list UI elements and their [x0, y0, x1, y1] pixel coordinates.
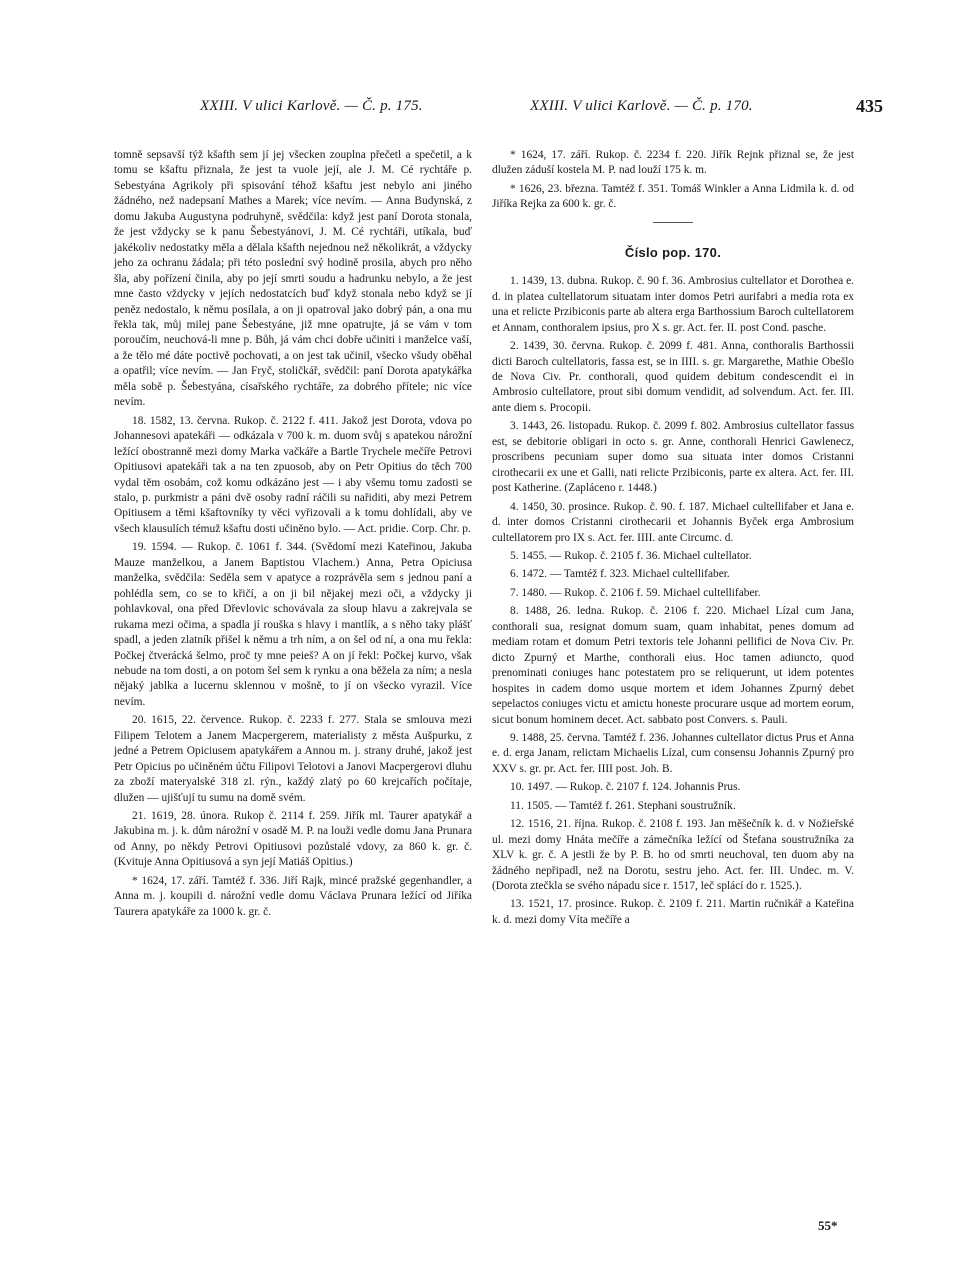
left-paragraph: 19. 1594. — Rukop. č. 1061 f. 344. (Svědomí mezi Kateřinou, Jakuba Mauze manželkou, a Janem Baptistou Vlachem.) Anna, Petra Opiciusa manželka, svědčila: Seděla sem v apatyce a rozprávěla sem s jednou paní a pohlédla sem, co se to křičí, a on ji bil nějakej mezi oči, a vždycky ji pohlavkoval, ona před Dřevlovic schovávala za sloup hlavu a zakrejvala se rukama mezi očima, a spadla jí rouška s hlavy i mantlík, a s něho taky plášť spadl, a jeden zlatník přišel k němu a trh ním, a on šel od ní, a ona mu řekla: Počkej čtverácká šelmo, proč ty mne peieš? A on jí řekl: Počkej kurvo, však nebude na tom dosti, a on potom šel sem k rynku a ona běžela za ním; a nesla nějaký jablka a lucernu sklennou v mošně, to jí on všecko vyrazil. Více nevím.: [114, 541, 472, 708]
entry-paragraph: 12. 1516, 21. října. Rukop. č. 2108 f. 193. Jan měšečník k. d. v Nožieřské ul. mezi domy Hnáta mečíře a zámečníka ležící od Štefana soustružníka za XLV k. gr. č. A jestli že by P. B. ho od smrti neuchoval, ten duom aby na žádného nepřipadl, než na Dorotu, sestru jeho. Act. fer. III. Undec. m. V. (Dorota ztečkla se svého nápadu sice r. 1517, leč splácí do r. 1525.).: [492, 818, 854, 893]
entry-paragraph: 6. 1472. — Tamtéž f. 323. Michael cultellifaber.: [510, 568, 730, 581]
entry-paragraph: 4. 1450, 30. prosince. Rukop. č. 90. f. 187. Michael cultellifaber et Jana e. d. inter domos Cristanni cirothecarii et Johannis Byček erga Ambrosium cultellatorem pro IX s. Act. fer. IIII. ante Circumc. d.: [492, 500, 854, 544]
entry-paragraph: 11. 1505. — Tamtéž f. 261. Stephani soustružník.: [510, 799, 736, 812]
entry-paragraph: 1. 1439, 13. dubna. Rukop. č. 90 f. 36. Ambrosius cultellator et Dorothea e. d. in platea cultellatorum situatam inter domos Petri aurifabri a media rota ex una et relicte Przibiconis parte ab altera erga Barthossium Baroch cultellatorem et Annam, conthoralem ipsius, pro X s. gr. Act. fer. II. post Cond. pasche.: [492, 275, 854, 334]
section-divider: [653, 222, 693, 223]
left-paragraph: * 1624, 17. září. Tamtéž f. 336. Jiří Rajk, mincé pražské gegenhandler, a Anna m. j. koupili d. nárožní vedle domu Václava Prunara ležící od Jiříka Taurera apatykáře za 1000 k. gr. č.: [114, 874, 472, 918]
left-paragraph: 18. 1582, 13. června. Rukop. č. 2122 f. 411. Jakož jest Dorota, vdova po Johannesovi apatekáři — odkázala v 700 k. m. duom svůj s apatekou nárožní ležící obostranně mezi domy Marka vačkáře a Bartle Trychele mečíře Petrovi Opitiusovi apatekáři tak a na ten zpuosob, aby on Petr Opitius do těch 700 vydal těm osobám, což komu odkázáno jest — i aby všemu tomu zadosti se stalo, p. purkmistr a páni dvě osoby radní ráčili su nařiditi, aby mezi Petrem Opitiusem a těmi kšaftovníky ty věci vyřizovali a k tomu dohlídali, aby ve všech klausulích témuž kšaftu dosti učiněno bylo. — Act. pridie. Corp. Chr. p.: [114, 414, 472, 535]
signature-mark: 55*: [818, 1218, 838, 1233]
page-number: 435: [856, 96, 883, 116]
section-title: Číslo pop. 170.: [624, 244, 722, 260]
entry-paragraph: 13. 1521, 17. prosince. Rukop. č. 2109 f. 211. Martin ručnikář a Kateřina k. d. mezi domy Víta mečíře a: [492, 898, 854, 926]
entry-paragraph: 3. 1443, 26. listopadu. Rukop. č. 2099 f. 802. Ambrosius cultellator fassus est, se debitorie obligari in octo s. gr. Anne, conthorali Henrici Gawlenecz, proscribens pecuniam super domo sua situata inter domos Cristanni cirothecarii ex une et Galli, nati relicte Przibiconis, parte ex altera. Act. fer. III. post Katherine. (Zapláceno r. 1448.): [492, 420, 854, 495]
right-paragraph: * 1626, 23. března. Tamtéž f. 351. Tomáš Winkler a Anna Lidmila k. d. od Jiříka Rejka za 600 k. gr. č.: [492, 182, 854, 211]
left-paragraph: 21. 1619, 28. února. Rukop č. 2114 f. 259. Jiřík ml. Taurer apatykář a Jakubina m. j. k. dům nárožní v osadě M. P. na louži vedle domu Jana Prunara od Anny, po někdy Petrovi Opitiusovi pozůstalé vdovy, za 860 k. gr. č. (Kvituje Anna Opitiusová a syn její Matiáš Opitius.): [114, 810, 472, 869]
entry-paragraph: 2. 1439, 30. června. Rukop. č. 2099 f. 481. Anna, conthoralis Barthossii dicti Baroch cultellatoris, fassa est, se in IIII. s. gr. Margarethe, Mathie Obešlo de Nova Civ. Pr. conthorali, quod quidem debitum condescendit ei in Ambrosio cultellatore, prout sibi domum vendidit, ad solvendum. Act. fer. III. ante diem s. Procopii.: [492, 340, 854, 414]
running-head-left: XXIII. V ulici Karlově. — Č. p. 175.: [200, 98, 423, 114]
entry-paragraph: 5. 1455. — Rukop. č. 2105 f. 36. Michael cultellator.: [510, 549, 752, 562]
left-paragraph: tomně sepsavší týž kšafth sem jí jej všecken zouplna přečetl a spečetil, a k tomu se kšaftu přiznala, že jest ta vuole její, ale J. M. Cé rychtáře p. Sebestyána Agrikoly při spisování téhož kšaftu jest nebylo ani jiného žádného, než nadepsaní Mathes a Marek; více nevím. — Anna Budynská, z domu Jakuba Augustyna podruhyně, svědčila: když jest paní Dorota stonala, že jest vždycky se k panu Šebestyánovi, J. M. Cé rychtáři, utíkala, buď jakékoliv nedostatky měla a dělala kšafth nejednou než několikrát, a vždycky jeho za ochranu žádala; při této poslední svý hodině prosila, abych pro něho šla, aby pořízení činila, aby po její smrti soudu a hadrunku nebylo, a že jest mne často vždycky v jejích nedostatcích buď když stonala nebo když se jí peněz nedostalo, k němu posílala, a on ji opatroval jako dobrý pán, a ona mu řekla tak, můj milej pane Šebestyáne, již mne opatrujte, já se vám v tom poroučím, neuchová-li mne p. Bůh, já vám chci dobře učiniti i manželce vaší, a že tělo mé dáte poctivě pochovati, a on jest tak učinil, všecko všudy oběhal a opatřil; více nevím. — Jan Fryč, stoličkář, svědčil: paní Dorota apatykářka měla sobě p. Šebestyána, císařského rychtáře, za dobrého přítele; nic více nevím.: [114, 149, 472, 409]
right-paragraph: * 1624, 17. září. Rukop. č. 2234 f. 220. Jiřík Rejnk přiznal se, že jest dlužen záduší kostela M. P. nad louží 175 k. m.: [492, 149, 854, 177]
entry-paragraph: 10. 1497. — Rukop. č. 2107 f. 124. Johannis Prus.: [510, 781, 741, 794]
left-column: [114, 148, 472, 923]
entry-paragraph: 8. 1488, 26. ledna. Rukop. č. 2106 f. 220. Michael Lízal cum Jana, conthorali sua, resignat domum suam, quam inhabitat, penes domum ad mediam rotam et domum Petri textoris tele Johanni pellifici de Nova Civ. Pr. dicto Zpurný et Marthe, conthorali eius. Hoc tamen adiuncto, quod prenominati coniuges hanc potestatem pro se reliquerunt, ut idem potentes hospites in cadem domo usque mortem et idem Johannes Zpurný debet sepelactos coniuges victu et amictu honeste procurare usque ad mortem eorum, sicut bonum hominem decet. Act. sabbato post Convers. s. Pauli.: [492, 605, 854, 726]
right-column: [492, 148, 854, 931]
left-paragraph: 20. 1615, 22. července. Rukop. č. 2233 f. 277. Stala se smlouva mezi Filipem Telotem a Janem Macpergerem, materialisty z města Aušpurku, z jedné a Petrem Opiciusem apatykářem a Annou m. j. strany druhé, jakož jest Petr Opicius po učiněném účtu Filipovi Telotovi a Janovi Macpergerovi dluhu za zboží materyalské 318 zl. rýn., každý zlatý po 60 krejcařích počítaje, dlužen — ujišťují tu sumu na domě svém.: [114, 714, 472, 804]
running-head-right: XXIII. V ulici Karlově. — Č. p. 170.: [530, 98, 753, 114]
entry-paragraph: 7. 1480. — Rukop. č. 2106 f. 59. Michael cultellifaber.: [510, 586, 761, 599]
entry-paragraph: 9. 1488, 25. června. Tamtéž f. 236. Johannes cultellator dictus Prus et Anna e. d. erga Janam, relictam Michaelis Lízal, cum consensu Johannis Zpurný pro XXV s. gr. pr. Act. fer. IIII post. Joh. B.: [492, 731, 854, 775]
